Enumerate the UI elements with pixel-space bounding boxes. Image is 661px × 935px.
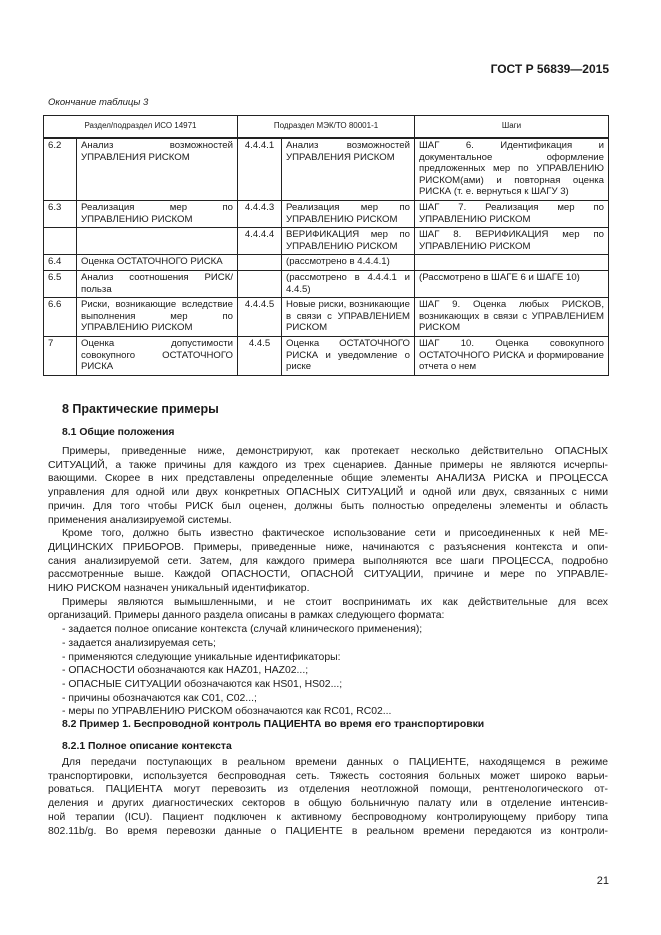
text-line: НИЮ РИСКОМ назначен уникальный идентификатор.	[48, 583, 310, 595]
table-row	[44, 138, 609, 200]
table-cell: Анализ возможностей УПРАВЛЕНИЯ РИСКОМ	[77, 138, 238, 200]
text-line: Кроме того, должно быть известно фактическое использование сети и присоединенных к ней МЕ-	[62, 528, 608, 540]
table-row	[44, 255, 609, 271]
table-cell: Реализация мер по УПРАВЛЕНИЮ РИСКОМ	[77, 200, 238, 227]
table-cell: Новые риски, возникающие в связи с УПРАВЛЕНИЕМ РИСКОМ	[282, 298, 415, 337]
table-cell: 4.4.5	[238, 336, 282, 375]
table-cell	[44, 228, 77, 255]
table-cell	[415, 255, 609, 271]
table-cell: 6.4	[44, 255, 77, 271]
text-line: Для передачи поступающих в реальном времени данных о ПАЦИЕНТЕ, находящемся в режиме	[62, 757, 608, 768]
table-row	[44, 336, 609, 375]
text-line: - ОПАСНОСТИ обозначаются как HAZ01, HAZ02...;	[62, 665, 309, 677]
text-line: сания анализируемой сети. Затем, для каждого примера выполняются все шаги ПРОЦЕССА, подробно	[48, 555, 608, 567]
subsection-heading: 8.2.1 Полное описание контекста	[62, 741, 232, 752]
table-cell: 6.2	[44, 138, 77, 200]
subsection-heading: 8.1 Общие положения	[62, 427, 175, 438]
text-line: причин. Для того чтобы РИСК был оценен, должны быть полностью определены элементы и область	[48, 500, 608, 512]
table-cell: 7	[44, 336, 77, 375]
table-cell: 6.6	[44, 298, 77, 337]
subsection-heading: 8.2 Пример 1. Беспроводной контроль ПАЦИЕНТА во время его транспортировки	[62, 719, 485, 730]
table-cell: ШАГ 7. Реализация мер по УПРАВЛЕНИЮ РИСКОМ	[415, 200, 609, 227]
table-cell: Риски, возникающие вследствие выполнения мер по УПРАВЛЕНИЮ РИСКОМ	[77, 298, 238, 337]
table-cell	[238, 270, 282, 297]
table-row	[44, 200, 609, 227]
text-line: деления и других диагностических секторов в общую больничную палату или в отделение интенсив-	[48, 798, 608, 810]
col-header-iec: Подраздел МЭК/ТО 80001-1	[238, 116, 415, 139]
col-header-steps: Шаги	[415, 116, 609, 139]
table-cell: 4.4.4.3	[238, 200, 282, 227]
text-line: вающими. Скорее в них представлены определенные общие элементы АНАЛИЗА РИСКА и ПРОЦЕССА	[48, 473, 608, 485]
text-line: - меры по УПРАВЛЕНИЮ РИСКОМ обозначаются как RC01, RC02...	[62, 706, 392, 718]
table-cell: (рассмотрено в 4.4.4.1 и 4.4.5)	[282, 270, 415, 297]
table-cell: Реализация мер по УПРАВЛЕНИЮ РИСКОМ	[282, 200, 415, 227]
text-line: роваться. ПАЦИЕНТА могут перевозить из отделения неотложной помощи, рентгенологического от-	[48, 784, 608, 796]
table-cell: Анализ соотношения РИСК/польза	[77, 270, 238, 297]
text-line: рассмотренные выше. Каждой ОПАСНОСТИ, ОПАСНОЙ СИТУАЦИИ, причине и мере по УПРАВЛЕ-	[48, 569, 608, 581]
table-row	[44, 228, 609, 255]
text-line: - ОПАСНЫЕ СИТУАЦИИ обозначаются как HS01, HS02...;	[62, 678, 343, 690]
table-cell: Оценка ОСТАТОЧНОГО РИСКА и уведомление о риске	[282, 336, 415, 375]
table-cell: ШАГ 10. Оценка совокупного ОСТАТОЧНОГО РИСКА и формирование отчета о нем	[415, 336, 609, 375]
table-cell: ШАГ 8. ВЕРИФИКАЦИЯ мер по УПРАВЛЕНИЮ РИСКОМ	[415, 228, 609, 255]
text-line: управления для одной или двух конкретных ОПАСНЫХ СИТУАЦИЙ и одной или двух, связанных с ними	[48, 487, 608, 499]
text-line: применения анализируемой системы.	[48, 514, 232, 526]
table-cell: (Рассмотрено в ШАГЕ 6 и ШАГЕ 10)	[415, 270, 609, 297]
table-cell: Оценка допустимости совокупного ОСТАТОЧНОГО РИСКА	[77, 336, 238, 375]
table-cell: Анализ возможностей УПРАВЛЕНИЯ РИСКОМ	[282, 138, 415, 200]
page-number: 21	[596, 875, 609, 887]
table-cell: ВЕРИФИКАЦИЯ мер по УПРАВЛЕНИЮ РИСКОМ	[282, 228, 415, 255]
table-cell: 6.3	[44, 200, 77, 227]
body-text-general	[48, 445, 608, 719]
table-caption: Окончание таблицы 3	[48, 97, 149, 108]
table-cell: 4.4.4.1	[238, 138, 282, 200]
text-line: ной терапии (ICU). Пациент подключен к активному беспроводному контролирующему прибору типа	[48, 811, 608, 823]
text-line: - причины обозначаются как C01, C02...;	[62, 692, 257, 704]
text-line: организаций. Примеры данного раздела описаны в рамках следующего формата:	[48, 610, 445, 622]
text-line: Примеры, приведенные ниже, демонстрируют, как протекает несколько действительно ОПАСНЫХ	[62, 446, 608, 457]
table-cell: 4.4.4.5	[238, 298, 282, 337]
table-cell: 6.5	[44, 270, 77, 297]
text-line: ДИЦИНСКИХ ПРИБОРОВ. Примеры, приведенные ниже, начинаются с разъяснения контекста и опи-	[48, 541, 608, 553]
table-3	[43, 115, 609, 376]
table-cell	[238, 255, 282, 271]
table-cell: ШАГ 6. Идентификация и документальное оформление предложенных мер по УПРАВЛЕНИЮ РИСКОМ(ами) и повторная оценка РИСКА (т. е. вернуться к ШАГУ 3)	[415, 138, 609, 200]
text-line: транспортировки, используется беспроводная сеть. Тяжесть состояния больных может широко варьи-	[48, 770, 608, 782]
table-row	[44, 270, 609, 297]
text-line: СИТУАЦИЙ, а также причины для каждого из трех сценариев. Данные примеры не являются исчерпы-	[48, 459, 608, 471]
table-cell: 4.4.4.4	[238, 228, 282, 255]
text-line: - применяются следующие уникальные идентификаторы:	[62, 651, 341, 663]
table-cell: (рассмотрено в 4.4.4.1)	[282, 255, 415, 271]
table-row	[44, 298, 609, 337]
table-cell: Оценка ОСТАТОЧНОГО РИСКА	[77, 255, 238, 271]
col-header-iso: Раздел/подраздел ИСО 14971	[44, 116, 238, 139]
text-line: - задается полное описание контекста (случай клинического применения);	[62, 624, 423, 636]
table-cell: ШАГ 9. Оценка любых РИСКОВ, возникающих в связи с УПРАВЛЕНИЕМ РИСКОМ	[415, 298, 609, 337]
text-line: - задается анализируемая сеть;	[62, 637, 216, 649]
body-text-context	[48, 756, 608, 838]
table-cell	[77, 228, 238, 255]
standard-header: ГОСТ Р 56839—2015	[490, 62, 609, 76]
text-line: 802.11b/g. Во время перевозки данные о ПАЦИЕНТЕ в реальном времени передаются из контроли-	[48, 825, 608, 837]
text-line: Примеры являются вымышленными, и не стоит воспринимать их как действительные для всех	[62, 596, 608, 608]
section-heading: 8 Практические примеры	[62, 402, 219, 416]
